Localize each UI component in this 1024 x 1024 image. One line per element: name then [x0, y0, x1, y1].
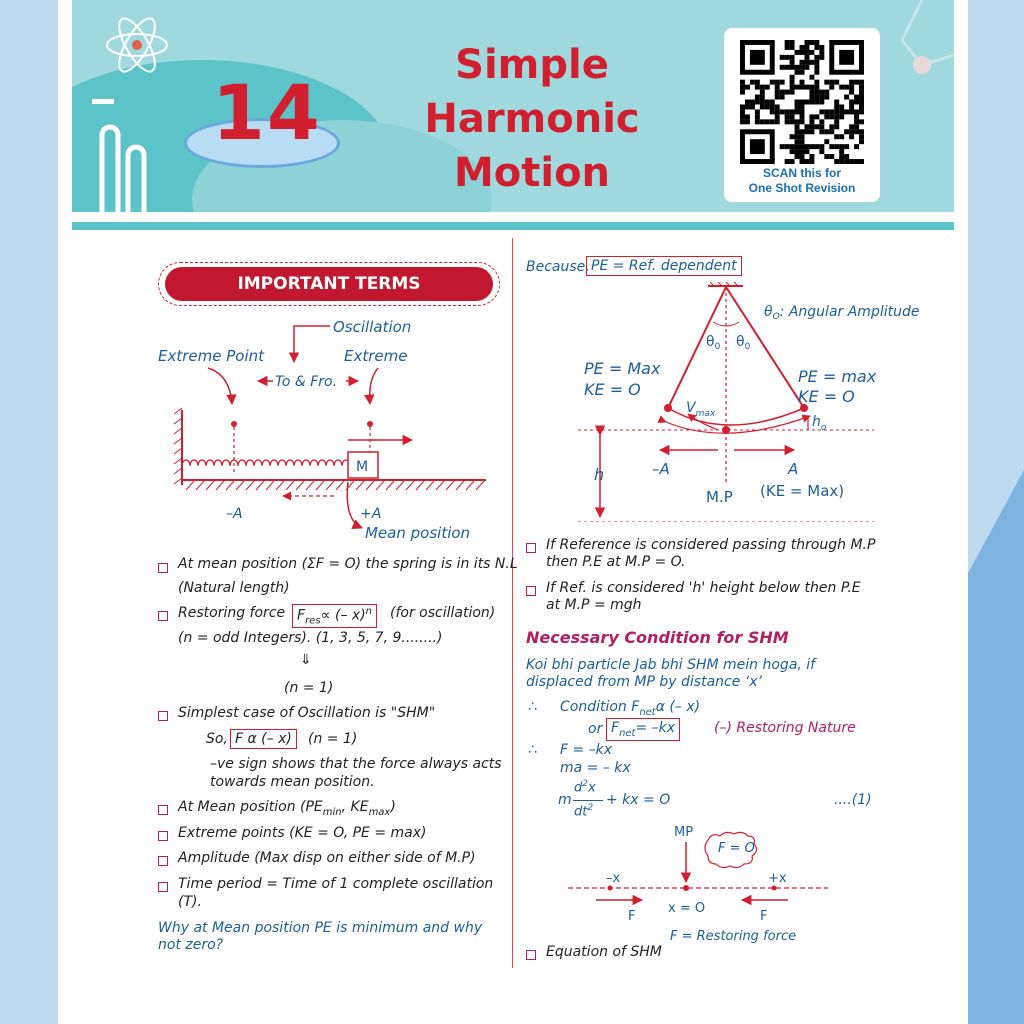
eq-rest: + kx = O: [606, 792, 671, 808]
bullet-text: [178, 799, 396, 818]
bullet-text: Equation of SHM: [546, 944, 662, 960]
pendulum-diagram: [518, 282, 958, 522]
formula-text: F: [297, 607, 306, 624]
theta-right: $\theta_0$: [736, 334, 751, 352]
restoring-nature: (–) Restoring Nature: [714, 720, 856, 736]
formula-text: = –kx: [635, 720, 676, 736]
bullet-text: Simplest case of Oscillation is "SHM": [178, 705, 436, 721]
theta-left: $\theta_0$: [706, 334, 721, 352]
section-heading: [158, 262, 500, 306]
bullet-text: At mean position (ΣF = O) the spring is in its N.L: [178, 556, 518, 572]
equation-line: F = –kx: [560, 742, 613, 758]
section-heading-label: IMPORTANT TERMS: [165, 267, 493, 301]
bullet-part: At Mean position (PE: [178, 799, 323, 815]
label-oscillation: Oscillation: [333, 318, 412, 336]
section-subtitle: Necessary Condition for SHM: [526, 628, 789, 647]
therefore-icon: ∴: [528, 742, 537, 758]
bullet-icon: [158, 831, 168, 841]
bullet-text: (n = odd Integers). (1, 3, 5, 7, 9........): [178, 630, 443, 646]
chapter-header: [72, 0, 954, 212]
label-to-fro: To & Fro.: [275, 374, 338, 390]
label-mean-position: Mean position: [365, 524, 471, 542]
eq-m: m: [558, 792, 572, 808]
formula-sub: net: [619, 727, 636, 739]
fraction-bar: [573, 800, 603, 801]
title-line: Motion: [453, 150, 611, 196]
body-line: displaced from MP by distance ‘x’: [526, 674, 762, 690]
spring-mass-diagram: [158, 310, 508, 545]
equation-line: ma = – kx: [560, 760, 631, 776]
h-label: h: [594, 465, 605, 484]
formula-text: ∝ (– x): [320, 607, 366, 624]
formula-box: F α (– x): [230, 729, 297, 749]
eq-numerator: $d^2x$: [574, 779, 596, 796]
qr-caption-line: SCAN this for: [763, 166, 841, 180]
bullet-icon: [158, 882, 168, 892]
bullet-text: So,: [206, 731, 228, 747]
bullet-sub: max: [368, 806, 391, 818]
bullet-text: Amplitude (Max disp on either side of M.P): [178, 850, 476, 866]
bullet-text: (n = 1): [284, 680, 334, 696]
bullet-text: –ve sign shows that the force always acts: [210, 756, 502, 772]
bullet-icon: [158, 563, 168, 573]
angular-amp-label: $\theta_O$: Angular Amplitude: [764, 304, 920, 322]
f-left-label: F: [628, 909, 636, 924]
page: [58, 0, 968, 1024]
condition-text: Condition F: [560, 699, 640, 715]
a-label: A: [788, 460, 799, 478]
bullet-icon: [158, 805, 168, 815]
bullet-text: Restoring force: [178, 605, 286, 621]
formula-sub: res: [305, 615, 321, 627]
bullet-part: , KE: [341, 799, 369, 815]
bullet-part: ): [390, 799, 396, 815]
atom-icon: [102, 10, 172, 80]
bullet-icon: [158, 711, 168, 721]
ho-label: $h_o$: [812, 414, 827, 433]
bullet-text: If Ref. is considered 'h' height below then P.E: [546, 580, 861, 596]
or-label: or: [588, 721, 603, 737]
arrow-down-icon: ⇓: [300, 652, 312, 668]
eq-text: d: [574, 780, 583, 796]
bullet-text: then P.E at M.P = O.: [546, 554, 686, 570]
label-pos-a: +A: [360, 506, 382, 522]
condition-text: α (– x): [655, 699, 701, 715]
f-right-label: F: [760, 909, 768, 924]
pos-x-label: +x: [768, 871, 787, 886]
bullet-icon: [158, 856, 168, 866]
mp-label: M.P: [706, 488, 733, 506]
label-extreme-point: Extreme Point: [158, 347, 265, 365]
ke-zero-left: KE = O: [584, 380, 641, 399]
body-line: Koi bhi particle Jab bhi SHM mein hoga, if: [526, 657, 816, 673]
qr-card[interactable]: [724, 28, 880, 202]
flask-icon: [92, 95, 162, 212]
neg-x-label: –x: [606, 871, 621, 886]
bullet-icon: [526, 950, 536, 960]
column-divider: [512, 238, 513, 968]
ke-max-label: (KE = Max): [760, 482, 845, 500]
bullet-text: (Natural length): [178, 580, 290, 596]
f-zero-label: F = O: [718, 841, 755, 856]
label-extreme: Extreme: [344, 347, 408, 365]
condition-sub: net: [639, 706, 656, 718]
title-line: Simple: [455, 42, 609, 88]
eq-text: dt: [574, 804, 588, 820]
qr-code[interactable]: [740, 40, 864, 164]
bullet-text: Extreme points (KE = O, PE = max): [178, 825, 427, 841]
because-label: Because,: [526, 259, 590, 275]
bullet-text: (T).: [178, 894, 202, 910]
bullet-text: (n = 1): [308, 731, 358, 747]
question-text: Why at Mean position PE is minimum and why: [158, 920, 483, 936]
bullet-text: Time period = Time of 1 complete oscillation: [178, 876, 494, 892]
formula-box: [606, 718, 680, 741]
x-zero-label: x = O: [668, 901, 706, 916]
therefore-icon: ∴: [528, 699, 537, 715]
formula-box: PE = Ref. dependent: [586, 256, 742, 276]
qr-caption: [724, 166, 880, 196]
formula-box: [292, 604, 377, 628]
bullet-icon: [526, 543, 536, 553]
force-diagram: [558, 820, 838, 950]
ke-zero-right: KE = O: [798, 387, 855, 406]
chapter-number: 14: [212, 68, 322, 157]
chapter-title: [412, 38, 652, 200]
bullet-icon: [158, 611, 168, 621]
label-mass: M: [356, 459, 369, 475]
vmax-label: $V_{max}$: [686, 400, 716, 419]
question-text: not zero?: [158, 937, 224, 953]
formula-text: F: [611, 720, 620, 736]
restoring-force-label: F = Restoring force: [670, 929, 797, 944]
bullet-sub: min: [322, 806, 342, 818]
title-line: Harmonic: [424, 96, 640, 142]
equation-number: ....(1): [834, 792, 872, 808]
pe-max-left: PE = Max: [584, 359, 661, 378]
label-neg-a: –A: [226, 506, 243, 522]
bullet-text: If Reference is considered passing through M.P: [546, 537, 876, 553]
eq-denominator: $dt^2$: [574, 803, 594, 820]
header-stripe: [72, 222, 954, 230]
mp-label: MP: [674, 825, 694, 840]
qr-caption-line: One Shot Revision: [748, 181, 856, 195]
pe-max-right: PE = max: [798, 367, 877, 386]
formula-sup: n: [365, 606, 373, 617]
neg-a-label: –A: [652, 460, 670, 478]
bullet-text: towards mean position.: [210, 774, 375, 790]
condition-line: [560, 699, 700, 718]
bullet-text: (for oscillation): [390, 605, 496, 621]
bullet-icon: [526, 586, 536, 596]
bullet-text: at M.P = mgh: [546, 597, 642, 613]
